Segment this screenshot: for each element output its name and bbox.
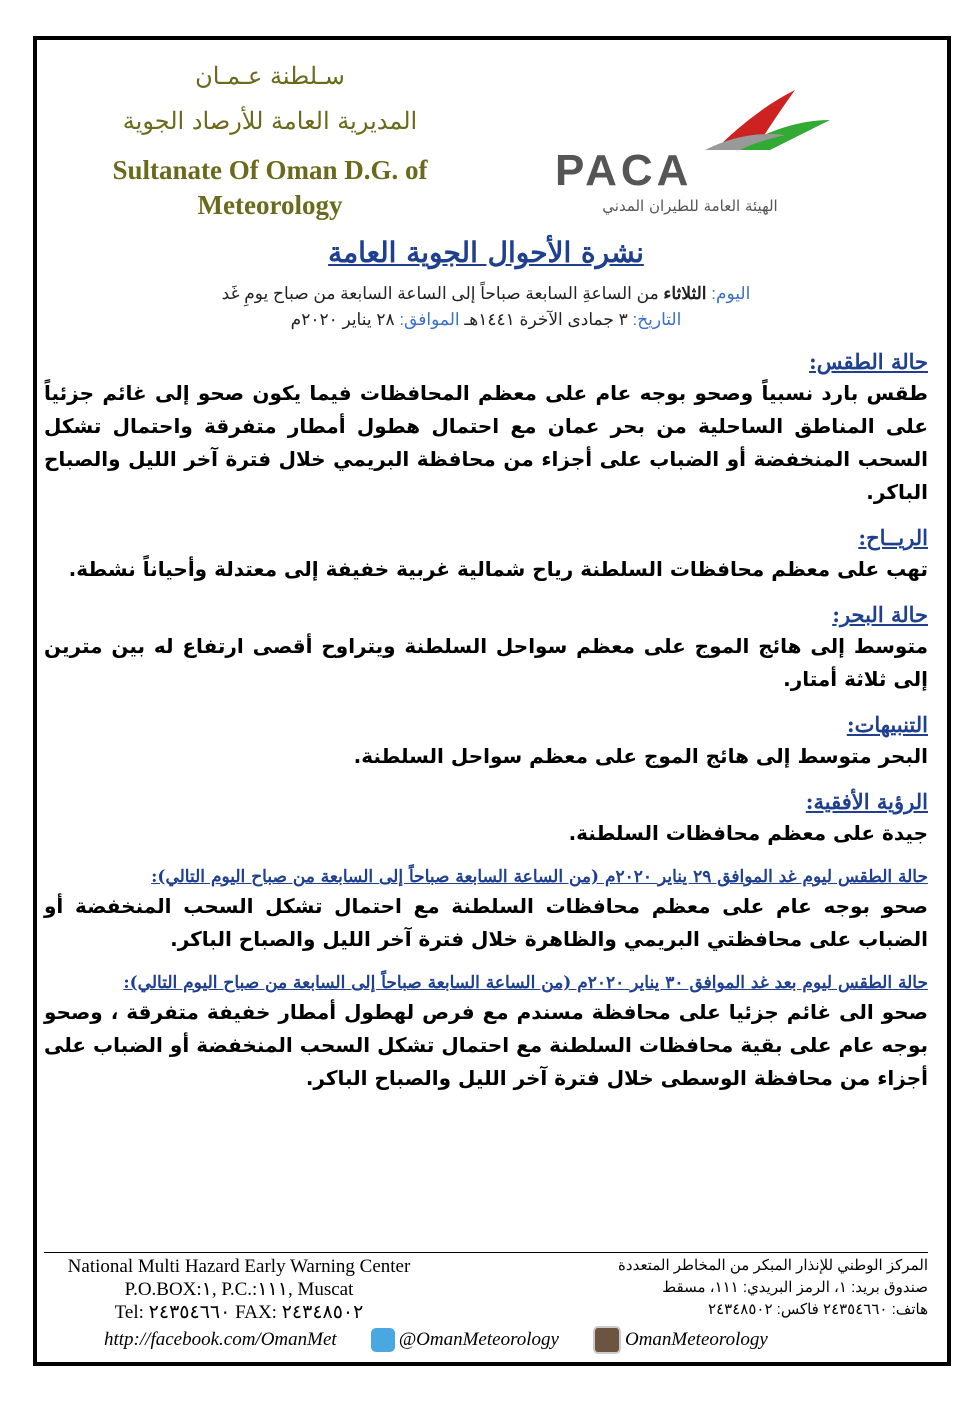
day-label: اليوم: <box>711 284 751 303</box>
section-text: تهب على معظم محافظات السلطنة رياح شمالية غربية خفيفة إلى معتدلة وأحياناً نشطة. <box>68 557 928 581</box>
meta-day <box>44 281 928 307</box>
paca-logo <box>555 90 835 220</box>
section-heading: حالة الطقس ليوم بعد غد الموافق ٣٠ يناير ٢٠٢٠م (من الساعة السابعة صباحاً إلى السابعة من صباح اليوم التالي): <box>123 973 928 993</box>
page-title: نشرة الأحوال الجوية العامة <box>328 236 644 269</box>
footer-ar-line: صندوق بريد: ١، الرمز البريدي: ١١١، مسقط <box>662 1279 928 1296</box>
section-heading: حالة الطقس ليوم غد الموافق ٢٩ يناير ٢٠٢٠م (من الساعة السابعة صباحاً إلى السابعة من صباح اليوم التالي): <box>151 867 928 887</box>
section-heading: حالة الطقس: <box>809 349 928 374</box>
bulletin-body <box>44 236 928 1354</box>
section-sea <box>44 600 928 696</box>
footer-en <box>44 1255 434 1324</box>
section-text: جيدة على معظم محافظات السلطنة. <box>568 821 928 845</box>
date-hijri: ٣ جمادى الآخرة ١٤٤١هـ <box>464 310 628 329</box>
twitter-icon <box>371 1328 395 1352</box>
footer-ar-line: المركز الوطني للإنذار المبكر من المخاطر المتعددة <box>618 1257 928 1274</box>
footer <box>44 1252 928 1354</box>
footer-en-line: Tel: ٢٤٣٥٤٦٦٠ FAX: ٢٤٣٤٨٥٠٢ <box>114 1302 364 1323</box>
section-warnings <box>44 710 928 773</box>
facebook-url[interactable]: http://facebook.com/OmanMet <box>104 1329 337 1350</box>
day-period: من الساعةِ السابعة صباحاً إلى الساعة السابعة من صباح يومِ غَد <box>221 284 659 303</box>
section-heading: حالة البحر: <box>832 602 928 627</box>
section-text: صحو الى غائم جزئيا على محافظة مسندم مع فرص لهطول أمطار خفيفة متفرقة ، وصحو بوجه عام على بقية محافظات السلطنة مع احتمال تشكل السحب المنخفضة أو الضباب على أجزاء من محافظة الوسطى خلال فترة آخر الليل والصباح الباكر. <box>44 1000 928 1090</box>
header-en-line1: Sultanate Of Oman D.G. of <box>112 155 428 185</box>
agree-label: الموافق: <box>399 310 460 329</box>
facebook-link[interactable] <box>104 1326 337 1354</box>
section-heading: التنبيهات: <box>846 712 928 737</box>
footer-en-line: P.O.BOX:١, P.C.:١١١, Muscat <box>124 1279 354 1300</box>
section-text: متوسط إلى هائج الموج على معظم سواحل السلطنة ويتراوح أقصى ارتفاع له بين مترين إلى ثلاثة أمتار. <box>44 634 928 691</box>
instagram-icon <box>593 1326 621 1354</box>
footer-contact <box>44 1255 928 1324</box>
section-wind <box>44 523 928 586</box>
section-visibility <box>44 787 928 850</box>
section-text: طقس بارد نسبياً وصحو بوجه عام على معظم المحافظات فيما يكون صحو إلى غائم جزئياً على المناطق الساحلية من بحر عمان مع احتمال هطول أمطار متفرقة واحتمال تشكل السحب المنخفضة أو الضباب على أجزاء من محافظة البريمي خلال فترة آخر الليل والصباح الباكر. <box>44 381 928 504</box>
meta-date <box>44 307 928 333</box>
section-tomorrow <box>44 864 928 956</box>
instagram-link[interactable] <box>593 1326 768 1354</box>
footer-ar <box>568 1255 928 1324</box>
twitter-link[interactable] <box>371 1326 559 1354</box>
section-heading: الريــاح: <box>858 525 928 550</box>
date-greg: ٢٨ يناير ٢٠٢٠م <box>290 310 395 329</box>
section-day-after <box>44 970 928 1095</box>
header-ar-line1: سـلطنة عـمـان <box>195 62 345 90</box>
social-links <box>44 1326 928 1354</box>
footer-ar-line: هاتف: ٢٤٣٥٤٦٦٠ فاكس: ٢٤٣٤٨٥٠٢ <box>708 1301 928 1318</box>
logo-text: PACA <box>555 146 693 195</box>
logo-ar-text: الهيئة العامة للطيران المدني <box>602 197 778 215</box>
twitter-handle[interactable]: @OmanMeteorology <box>398 1329 559 1350</box>
section-text: صحو بوجه عام على معظم محافظات السلطنة مع احتمال تشكل السحب المنخفضة أو الضباب على محافظتي البريمي والظاهرة خلال فترة آخر الليل والصباح الباكر. <box>44 894 928 951</box>
footer-en-line: National Multi Hazard Early Warning Center <box>67 1256 411 1277</box>
day-value: الثلاثاء <box>663 284 707 303</box>
section-weather <box>44 347 928 509</box>
section-text: البحر متوسط إلى هائج الموج على معظم سواحل السلطنة. <box>353 744 928 768</box>
paca-swoosh-icon <box>555 90 835 152</box>
header-ar-line2: المديرية العامة للأرصاد الجوية <box>122 107 418 135</box>
header-en-line2: Meteorology <box>197 190 343 220</box>
instagram-handle[interactable]: OmanMeteorology <box>624 1329 768 1350</box>
date-label: التاريخ: <box>632 310 682 329</box>
section-heading: الرؤية الأفقية: <box>805 789 928 814</box>
